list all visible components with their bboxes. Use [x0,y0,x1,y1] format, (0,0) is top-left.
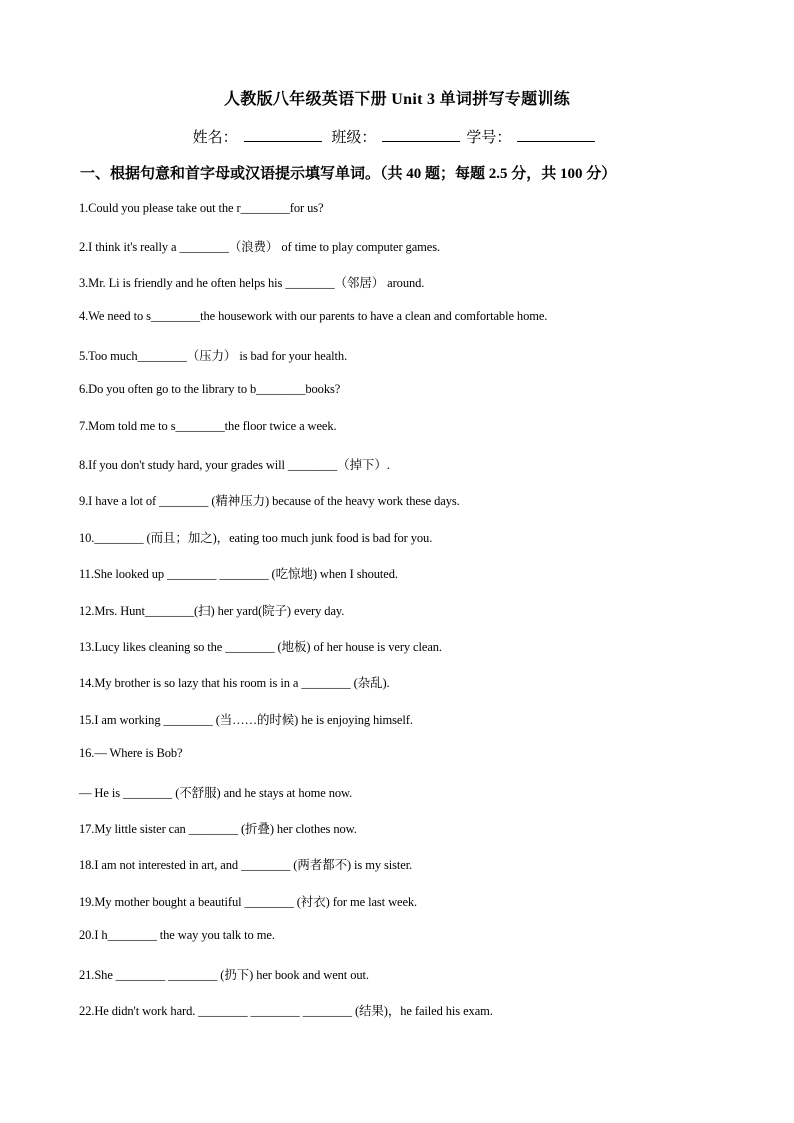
question-15: 15.I am working ________ (当……的时候) he is enjoying himself. [79,713,413,727]
class-field[interactable] [382,127,460,142]
question-17: 17.My little sister can ________ (折叠) her clothes now. [79,822,357,836]
student-info-line [0,126,794,147]
question-10: 10.________ (而且；加之)，eating too much junk food is bad for you. [79,531,433,545]
name-label: 姓名： [192,130,238,146]
question-21: 21.She ________ ________ (扔下) her book and went out. [79,968,369,982]
question-19: 19.My mother bought a beautiful ________ (衬衣) for me last week. [79,895,418,909]
question-16-response: — He is ________ (不舒服) and he stays at home now. [79,786,353,800]
question-3: 3.Mr. Li is friendly and he often helps his ________（邻居） around. [79,276,425,290]
question-9: 9.I have a lot of ________ (精神压力) because of the heavy work these days. [79,494,460,508]
question-13: 13.Lucy likes cleaning so the ________ (地板) of her house is very clean. [79,640,442,654]
question-22: 22.He didn't work hard. ________ ________ ________ (结果)，he failed his exam. [79,1004,493,1018]
question-1: 1.Could you please take out the r________for us? [79,201,324,215]
question-12: 12.Mrs. Hunt________(扫) her yard(院子) every day. [79,604,345,618]
question-4: 4.We need to s________the housework with our parents to have a clean and comfortable home. [79,309,548,323]
question-7: 7.Mom told me to s________the floor twice a week. [79,419,337,433]
page-title: 人教版八年级英语下册 Unit 3 单词拼写专题训练 [223,91,571,108]
section-heading: 一、根据句意和首字母或汉语提示填写单词。（共 40 题；每题 2.5 分，共 100 分） [80,166,617,182]
question-8: 8.If you don't study hard, your grades will ________（掉下）. [79,458,390,472]
class-label: 班级： [331,130,377,146]
question-11: 11.She looked up ________ ________ (吃惊地) when I shouted. [79,567,398,581]
student-id-label: 学号： [466,130,512,146]
name-field[interactable] [244,127,322,142]
question-16-prompt: 16.— Where is Bob? [79,746,183,760]
question-2: 2.I think it's really a ________（浪费） of time to play computer games. [79,240,441,254]
question-6: 6.Do you often go to the library to b________books? [79,382,341,396]
question-5: 5.Too much________（压力） is bad for your health. [79,349,348,363]
question-18: 18.I am not interested in art, and ________ (两者都不) is my sister. [79,858,413,872]
student-id-field[interactable] [517,127,595,142]
question-14: 14.My brother is so lazy that his room is in a ________ (杂乱). [79,676,390,690]
question-20: 20.I h________ the way you talk to me. [79,928,275,942]
